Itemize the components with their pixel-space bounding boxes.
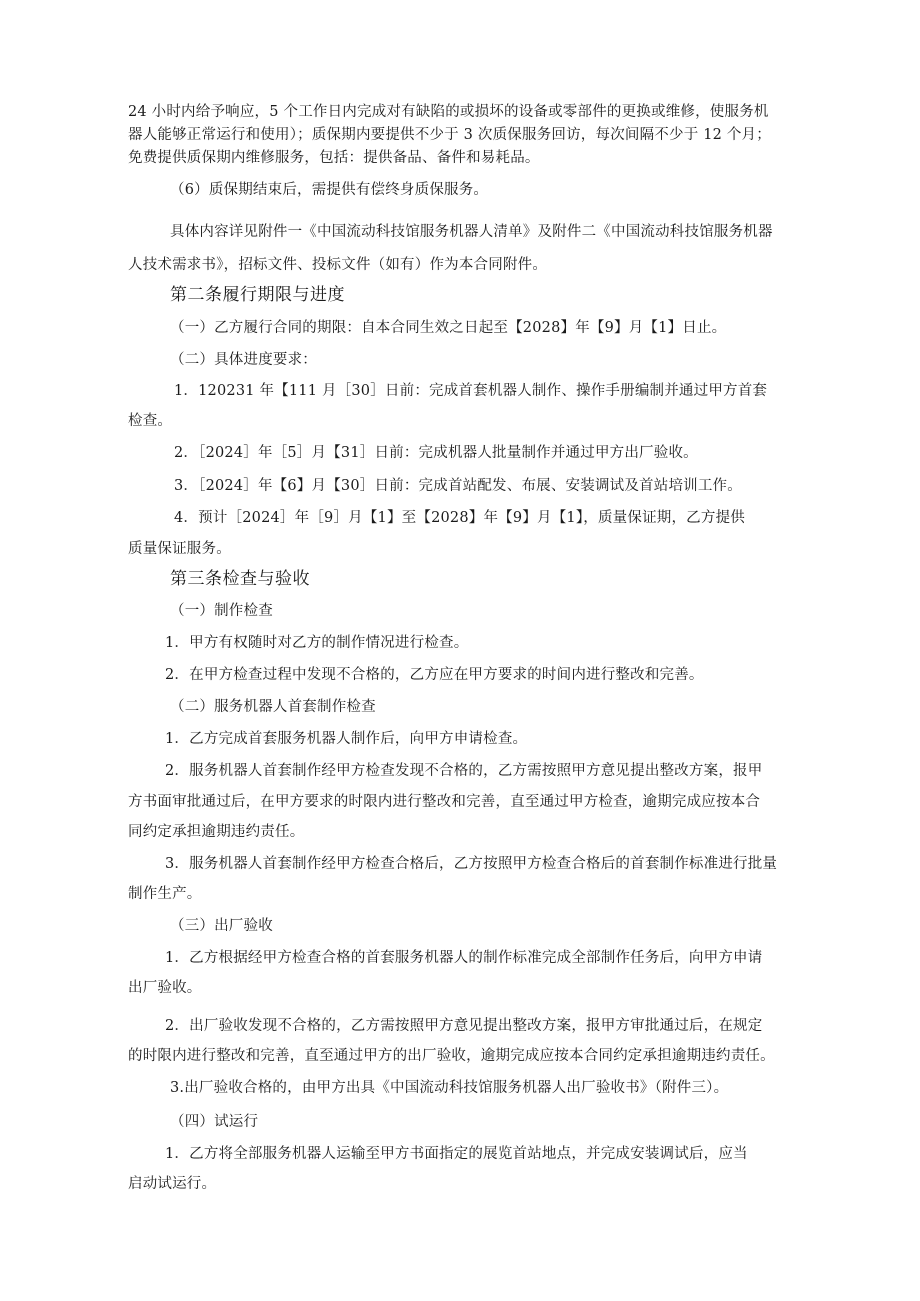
paragraph-line: （一）乙方履行合同的期限：自本合同生效之日起至【2028】年【9】月【1】日止。 <box>170 320 727 336</box>
paragraph-line: （6）质保期结束后，需提供有偿终身质保服务。 <box>170 182 489 198</box>
subsection-heading: （三）出厂验收 <box>170 918 273 934</box>
list-item: 1．乙方将全部服务机器人运输至甲方书面指定的展览首站地点，并完成安装调试后，应当 <box>165 1146 748 1162</box>
list-item: 2．在甲方检查过程中发现不合格的，乙方应在甲方要求的时间内进行整改和完善。 <box>165 667 704 683</box>
list-item: 1．120231 年【111 月［30］日前：完成首套机器人制作、操作手册编制并通过甲方首套 <box>174 383 768 399</box>
paragraph-line: 启动试运行。 <box>128 1176 217 1192</box>
paragraph-line: 24 小时内给予响应，5 个工作日内完成对有缺陷的或损坏的设备或零部件的更换或维修，使服务机 <box>128 104 769 120</box>
paragraph-line: 的时限内进行整改和完善，直至通过甲方的出厂验收，逾期完成应按本合同约定承担逾期违约责任。 <box>128 1048 775 1064</box>
paragraph-line: 制作生产。 <box>128 886 202 902</box>
paragraph-line: 人技术需求书》，招标文件、投标文件（如有）作为本合同附件。 <box>128 257 548 273</box>
list-item: 4．预计［2024］年［9］月【1】至【2028】年【9】月【1】，质量保证期，乙方提供 <box>174 510 745 526</box>
list-item: 1．甲方有权随时对乙方的制作情况进行检查。 <box>165 635 469 651</box>
list-item: 2．出厂验收发现不合格的，乙方需按照甲方意见提出整改方案，报甲方审批通过后，在规定 <box>165 1018 763 1034</box>
section-heading: 第二条履行期限与进度 <box>170 285 345 305</box>
subsection-heading: （四）试运行 <box>170 1114 259 1130</box>
paragraph-line: 具体内容详见附件一《中国流动科技馆服务机器人清单》及附件二《中国流动科技馆服务机器 <box>170 224 773 240</box>
list-item: 3.出厂验收合格的，由甲方出具《中国流动科技馆服务机器人出厂验收书》（附件三）。 <box>170 1080 729 1096</box>
list-item: 1．乙方完成首套服务机器人制作后，向甲方申请检查。 <box>165 731 528 747</box>
paragraph-line: 免费提供质保期内维修服务，包括：提供备品、备件和易耗品。 <box>128 150 540 166</box>
list-item: 2．［2024］年［5］月【31］日前：完成机器人批量制作并通过甲方出厂验收。 <box>174 445 698 461</box>
paragraph-line: 出厂验收。 <box>128 980 202 996</box>
paragraph-line: 方书面审批通过后，在甲方要求的时限内进行整改和完善，直至通过甲方检查，逾期完成应按本合 <box>128 794 761 810</box>
paragraph-line: （二）具体进度要求： <box>170 352 317 368</box>
paragraph-line: 同约定承担逾期违约责任。 <box>128 824 305 840</box>
list-item: 3．［2024］年【6】月【30］日前：完成首站配发、布展、安装调试及首站培训工作。 <box>174 478 742 494</box>
paragraph-line: 检查。 <box>128 413 173 429</box>
list-item: 2．服务机器人首套制作经甲方检查发现不合格的，乙方需按照甲方意见提出整改方案，报甲 <box>165 763 763 779</box>
list-item: 1．乙方根据经甲方检查合格的首套服务机器人的制作标准完成全部制作任务后，向甲方申请 <box>165 950 763 966</box>
list-item: 3．服务机器人首套制作经甲方检查合格后，乙方按照甲方检查合格后的首套制作标准进行批量 <box>165 856 778 872</box>
paragraph-line: 质量保证服务。 <box>128 541 231 557</box>
paragraph-line: 器人能够正常运行和使用）；质保期内要提供不少于 3 次质保服务回访，每次间隔不少于 12 个月； <box>128 127 771 143</box>
section-heading: 第三条检查与验收 <box>170 569 310 589</box>
subsection-heading: （一）制作检查 <box>170 603 273 619</box>
subsection-heading: （二）服务机器人首套制作检查 <box>170 699 376 715</box>
